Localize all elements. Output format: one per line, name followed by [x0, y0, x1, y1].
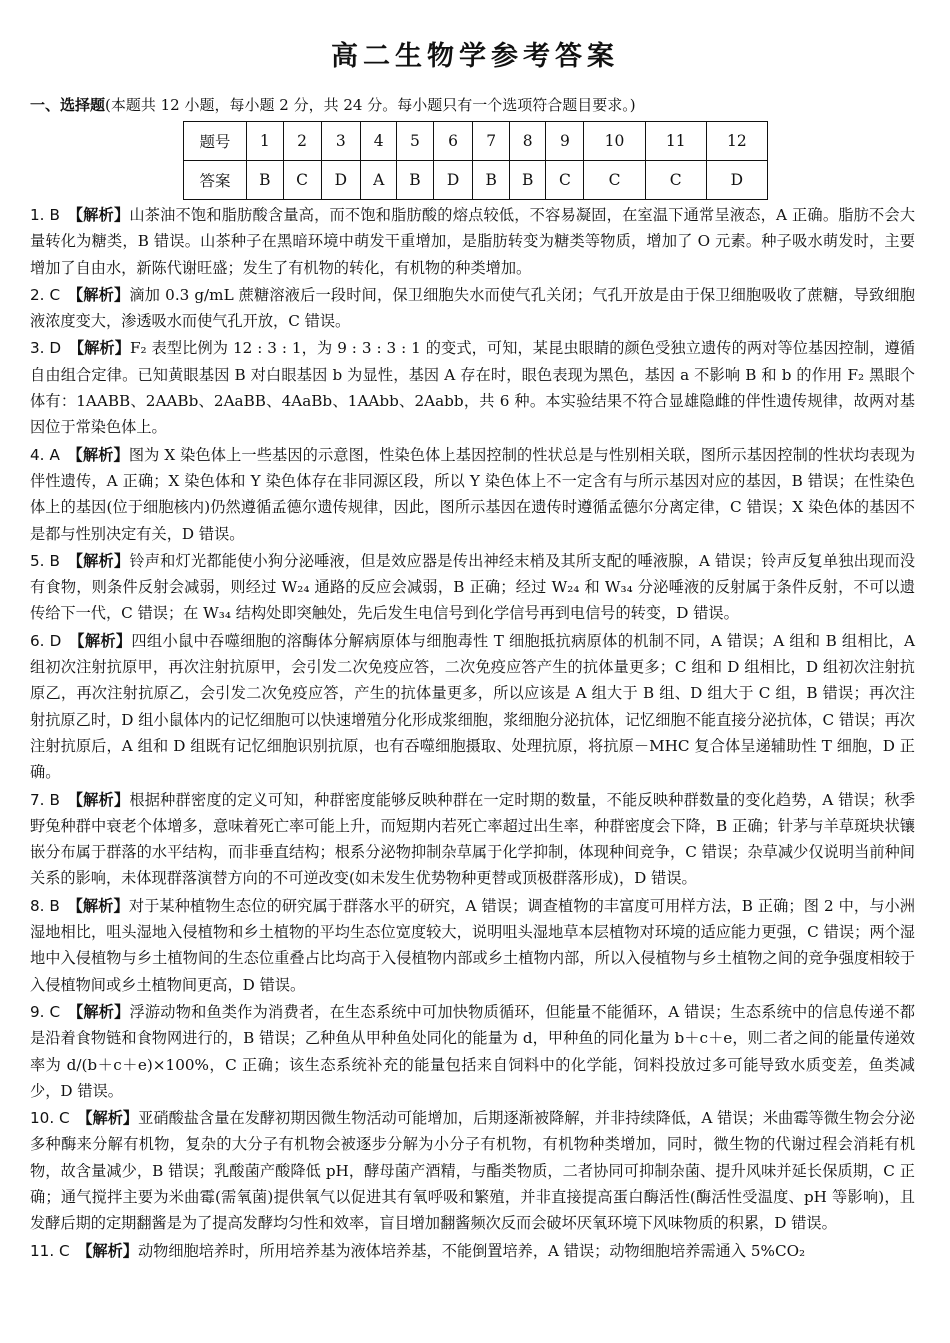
question-number: 7. B	[30, 790, 60, 809]
answer-cell: D	[706, 161, 767, 200]
answer-cell: C	[584, 161, 645, 200]
question-number-cell: 8	[509, 122, 546, 161]
question-number-cell: 3	[321, 122, 361, 161]
explanation-text: 铃声和灯光都能使小狗分泌唾液，但是效应器是传出神经末梢及其所支配的唾液腺，A 错误；铃声反复单独出现而没有食物，则条件反射会减弱，则经过 W₂₄ 通路的反应会减弱，B 正确；经过 W₂₄ 和 W₃₄ 分泌唾液的反射属于条件反射，不可以遗传给下一代，C 错误；在 W₃₄ 结构处即突触处，先后发生电信号到化学信号再到电信号的转变，D 错误。	[30, 551, 916, 623]
question-number-row	[184, 122, 768, 161]
answer-cell: D	[433, 161, 473, 200]
answer-cell: B	[397, 161, 434, 200]
question-number: 5. B	[30, 551, 60, 570]
question-number: 10. C	[30, 1109, 70, 1128]
question-number: 11. C	[30, 1241, 70, 1260]
answer-cell: B	[473, 161, 510, 200]
explanation-text: 山茶油不饱和脂肪酸含量高，而不饱和脂肪酸的熔点较低，不容易凝固，在室温下通常呈液态，A 正确。脂肪不会大量转化为糖类，B 错误。山茶种子在黑暗环境中萌发干重增加，是脂肪转变为糖类等物质，增加了 O 元素。种子吸水萌发时，主要增加了自由水，新陈代谢旺盛；发生了有机物的转化，有机物的种类增加。	[30, 206, 916, 277]
question-number-cell: 1	[247, 122, 284, 161]
analysis-tag: 【解析】	[68, 339, 130, 358]
explanation-text: 对于某种植物生态位的研究属于群落水平的研究，A 错误；调查植物的丰富度可用样方法，B 正确；图 2 中，与小洲湿地相比，咀头湿地入侵植物和乡土植物的平均生态位宽度较大，说明咀头湿地草本层植物对环境的适应能力更强，C 错误；两个湿地中入侵植物与乡土植物间的生态位重叠占比均高于入侵植物内部或乡土植物内部，所以入侵植物与乡土植物之间的竞争强度相较于入侵植物间或乡土植物间更高，D 错误。	[30, 896, 915, 994]
question-number-cell: 7	[473, 122, 510, 161]
analysis-tag: 【解析】	[67, 551, 130, 570]
row-label-number: 题号	[184, 122, 247, 161]
question-number-cell: 6	[433, 122, 473, 161]
question-number: 9. C	[30, 1002, 61, 1021]
answer-table	[183, 121, 768, 200]
question-number-cell: 11	[645, 122, 706, 161]
question-number: 4. A	[30, 445, 60, 464]
explanation-item	[30, 335, 915, 440]
explanations	[30, 202, 915, 1265]
answer-cell: D	[321, 161, 361, 200]
answer-cell: C	[546, 161, 584, 200]
question-number-cell: 4	[361, 122, 397, 161]
explanation-item	[30, 999, 915, 1104]
question-number-cell: 5	[397, 122, 434, 161]
explanation-item	[30, 202, 915, 281]
explanation-text: 根据种群密度的定义可知，种群密度能够反映种群在一定时期的数量，不能反映种群数量的变化趋势，A 错误；秋季野兔种群中衰老个体增多，意味着死亡率可能上升，而短期内若死亡率超过出生率，种群密度会下降，B 正确；针茅与羊草斑块状镶嵌分布属于群落的水平结构，而非垂直结构；根系分泌物抑制杂草属于化学抑制，体现种间竞争，C 错误；杂草减少仅说明当前种间关系的影响，未体现群落演替方向的不可逆改变(如未发生优势物种更替或顶极群落形成)，D 错误。	[30, 790, 916, 888]
analysis-tag: 【解析】	[67, 285, 130, 304]
explanation-text: 滴加 0.3 g/mL 蔗糖溶液后一段时间，保卫细胞失水而使气孔关闭；气孔开放是由于保卫细胞吸收了蔗糖，导致细胞液浓度变大，渗透吸水而使气孔开放，C 错误。	[30, 285, 915, 331]
row-label-answer: 答案	[184, 161, 247, 200]
section-note: (本题共 12 小题，每小题 2 分，共 24 分。每小题只有一个选项符合题目要求。)	[105, 96, 636, 114]
explanation-item	[30, 442, 915, 547]
explanation-item	[30, 548, 915, 627]
explanation-text: 动物细胞培养时，所用培养基为液体培养基，不能倒置培养，A 错误；动物细胞培养需通入 5%CO₂	[137, 1241, 806, 1260]
analysis-tag: 【解析】	[67, 896, 129, 915]
answer-cell: C	[283, 161, 321, 200]
section-heading	[30, 94, 930, 115]
question-number: 2. C	[30, 285, 61, 304]
question-number-cell: 10	[584, 122, 645, 161]
explanation-text: F₂ 表型比例为 12 : 3 : 1，为 9 : 3 : 3 : 1 的变式，可知，某昆虫眼睛的颜色受独立遗传的两对等位基因控制，遵循自由组合定律。已知黄眼基因 B 对白眼基因 b 为显性，基因 A 存在时，眼色表现为黑色，基因 a 不影响 B 和 b 的作用 F₂ 黑眼个体有：1AABB、2AABb、2AaBB、4AaBb、1AAbb、2Aabb，共 6 种。本实验结果不符合显雄隐雌的伴性遗传规律，故两对基因位于常染色体上。	[30, 339, 915, 437]
question-number: 3. D	[30, 339, 62, 358]
question-number-cell: 2	[283, 122, 321, 161]
explanation-text: 图为 X 染色体上一些基因的示意图，性染色体上基因控制的性状总是与性别相关联，图所示基因控制的性状均表现为伴性遗传，A 正确；X 染色体和 Y 染色体存在非同源区段，所以 Y 染色体上不一定含有与所示基因对应的基因，B 错误；在性染色体上的基因(位于细胞核内)仍然遵循孟德尔遗传规律，因此，图所示基因在遗传时遵循孟德尔分离定律，C 错误；X 染色体的基因不是都与性别决定有关，D 错误。	[30, 445, 916, 543]
analysis-tag: 【解析】	[67, 1002, 130, 1021]
explanation-item	[30, 282, 915, 335]
explanation-item	[30, 787, 915, 892]
analysis-tag: 【解析】	[77, 1241, 138, 1260]
analysis-tag: 【解析】	[77, 1109, 139, 1128]
question-number: 6. D	[30, 631, 62, 650]
answer-cell: B	[247, 161, 284, 200]
answer-cell: C	[645, 161, 706, 200]
explanation-item	[30, 893, 915, 998]
answer-cell: B	[509, 161, 546, 200]
analysis-tag: 【解析】	[67, 206, 130, 224]
question-number: 8. B	[30, 896, 60, 915]
analysis-tag: 【解析】	[67, 445, 129, 464]
explanation-item	[30, 1105, 915, 1236]
answer-row	[184, 161, 768, 200]
page-title: 高二生物学参考答案	[331, 41, 619, 72]
question-number: 1. B	[30, 206, 60, 224]
explanation-text: 浮游动物和鱼类作为消费者，在生态系统中可加快物质循环，但能量不能循环，A 错误；生态系统中的信息传递不都是沿着食物链和食物网进行的，B 错误；乙种鱼从甲种鱼处同化的能量为 d，甲种鱼的同化量为 b＋c＋e，则二者之间的能量传递效率为 d/(b＋c＋e)×100%，C 正确；该生态系统补充的能量包括来自饲料中的化学能，饲料投放过多可能导致水质变差，鱼类减少，D 错误。	[30, 1002, 915, 1100]
question-number-cell: 12	[706, 122, 767, 161]
answer-cell: A	[361, 161, 397, 200]
question-number-cell: 9	[546, 122, 584, 161]
explanation-item	[30, 1238, 915, 1264]
analysis-tag: 【解析】	[68, 631, 132, 650]
section-title: 一、选择题	[30, 96, 106, 114]
explanation-item	[30, 628, 915, 786]
explanation-text: 四组小鼠中吞噬细胞的溶酶体分解病原体与细胞毒性 T 细胞抵抗病原体的机制不同，A 错误；A 组和 B 组相比，A 组初次注射抗原甲，再次注射抗原甲，会引发二次免疫应答，二次免疫应答产生的抗体量更多；C 组和 D 组相比，D 组初次注射抗原乙，再次注射抗原乙，会引发二次免疫应答，产生的抗体量更多，所以应该是 A 组大于 B 组、D 组大于 C 组，B 错误；再次注射抗原乙时，D 组小鼠体内的记忆细胞可以快速增殖分化形成浆细胞，浆细胞分泌抗体，记忆细胞不能直接分泌抗体，C 错误；再次注射抗原后，A 组和 D 组既有记忆细胞识别抗原，也有吞噬细胞摄取、处理抗原，将抗原－MHC 复合体呈递辅助性 T 细胞，D 正确。	[30, 631, 915, 782]
explanation-text: 亚硝酸盐含量在发酵初期因微生物活动可能增加，后期逐渐被降解，并非持续降低，A 错误；米曲霉等微生物会分泌多种酶来分解有机物，复杂的大分子有机物会被逐步分解为小分子有机物，有机物种类增加，同时，微生物的代谢过程会消耗有机物，故含量减少，B 错误；乳酸菌产酸降低 pH，酵母菌产酒精，与酯类物质，二者协同可抑制杂菌、提升风味并延长保质期，C 正确；通气搅拌主要为米曲霉(需氧菌)提供氧气以促进其有氧呼吸和繁殖，并非直接提高蛋白酶活性(酶活性受温度、pH 等影响)，且发酵后期的定期翻酱是为了提高发酵均匀性和效率，盲目增加翻酱频次反而会破坏厌氧环境下风味物质的积累，D 错误。	[30, 1109, 915, 1233]
analysis-tag: 【解析】	[67, 790, 130, 809]
